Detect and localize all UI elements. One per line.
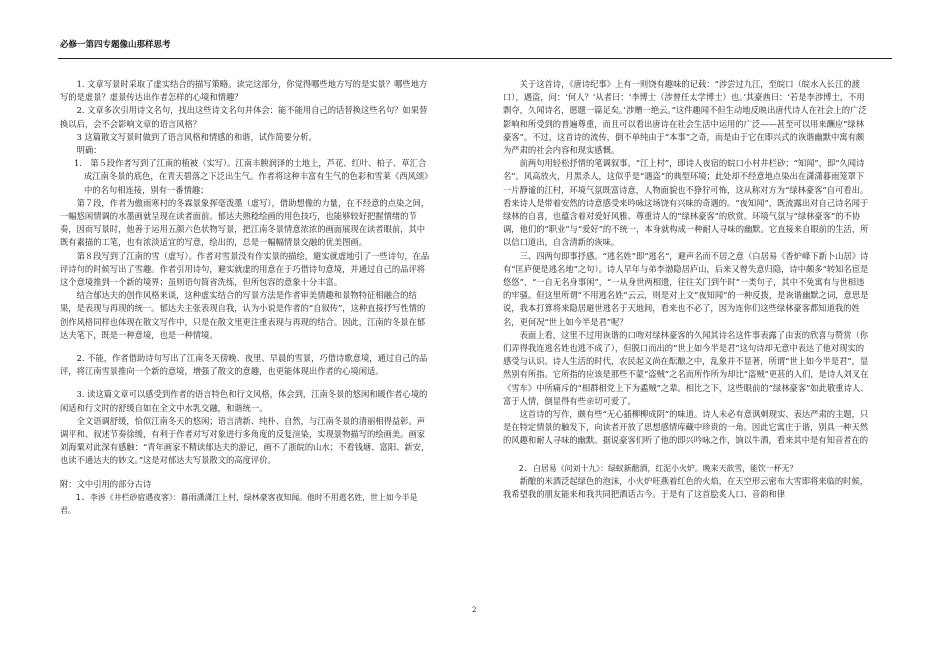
right-paragraph-4: 表面上看，这里不过用诙谐的口吻对绿林豪客的久闻其诗名这件事表露了由衷的欣喜与赞赏（你们弄得我连逃名姓也逃不成了），但脱口而出的“世上如今半是君”这句诗却无意中表达了他对现实的感受与认识。诗人生活的时代，农民起义尚在酝酿之中，乱象并不显著，所谓“世上如今半是君”，显然别有所指。它所指的应该是那些不蒙“盗贼”之名而所作所为却比“盗贼”更甚的人们，是诗人刘叉在《雪车》中所痛斥的“相群相党上下为蟊贼”之辈。相比之下，这些眼前的“绿林豪客”如此敬重诗人、富于人情，倒显得有些亲切可爱了。 — [503, 329, 869, 406]
answer-3-detail: 全文语调舒缓，恰似江南冬天的悠闲；语言清新、纯朴、自然，与江南冬景的清丽相得益彰。声调平和、叙述节奏徐缓，有利于作者对写对象进行多角度的反复渲染，实现景物描写的绘画美。画家刘海粟对此深有感触：“青年画家不精读郁达夫的游记，画不了浙皖的山水；不看钱塘、富阳、新安，也读不通达夫的妙文。”这是对郁达夫写景散文的高度评价。 — [60, 415, 430, 466]
left-column — [60, 78, 432, 517]
question-3: 3 这篇散文写景时做到了语言风格和情感的和谐，试作简要分析。 — [76, 131, 317, 142]
answer-2: 2. 不能，作者借助诗句写出了江南冬天傍晚、夜里、早晨的雪景，巧借诗歌意境，通过自己的品评，将江南雪景推向一个新的意境，增强了散文的意趣，也更能体现出作者的心境闲适。 — [60, 353, 428, 377]
answer-item-1: 1. 第５段作者写到了江南的植被（实写）。江南丰腴润泽的土地上，芦花、红叶、柏子、草汇合成江南冬景的底色，在青天碧落之下泛出生气。作者将这种丰富有生气的色彩和雪莱《西风颂》中的名句相连接，别有一番情趣； — [74, 158, 429, 195]
page-number: 2 — [472, 606, 477, 614]
answer-heading: 明确： — [76, 145, 102, 156]
poem-1: 1. 李涉《井栏砂宿遇夜客》：暮雨潇潇江上村，绿林豪客夜知闻。他时不用逃名姓，世上如今半是君。 — [60, 492, 418, 516]
right-paragraph-6: 新酿的米酒泛起绿色的泡沫，小火炉旺燕着红色的火焰，在天空形云密布大雪即将来临的时候，我希望我的朋友能来和我共同把酒话古今。于是有了这首脍炙人口、音韵和律 — [503, 475, 869, 500]
header-rule — [58, 58, 892, 59]
right-paragraph-2: 前两句用轻松抒情的笔调叙事。“江上村”，即诗人夜宿的皖口小村井栏砂；“知闻”，即“久闻诗名”。风高放火，月黑杀人，这似乎是“遇盗”的典型环境；此处却不经意地点染出在潇潇暮雨笼罩下一片静谧的江村，环境气氛既富诗意，人物面貌也不狰狞可怖，这从称对方为“绿林豪客”自可看出。看来诗人是带着安然的诗意感受来吟咏这场饶有兴味的奇遇的。“夜知闻”，既流露出对自己诗名闻于绿林的自喜，也蕴含着对爱好风雅、尊重诗人的“绿林豪客”的欣赏。环境气氛与“绿林豪客”的不协调，他们的“职业”与“爱好”的不统一，本身就构成一种耐人寻味的幽默。它直接来自眼前的生活，所以信口道出，自含清新的诙味。 — [503, 158, 869, 248]
answer-paragraph-4: 结合郁达夫的创作风格来谈，这种虚实结合的写景方法是作者审美情趣和景物特征相融合的结果，是表现与再现的统一。郁达夫主张表现自我，认为小说是作者的“自叙传”，这种直接抒写性情的创作风格同样也体现在散文写作中，只是在散文里更注重表现与再现的结合。因此，江南的冬景在郁达夫笔下，既是一种意境，也是一种情境。 — [60, 290, 426, 340]
page-header: 必修一第四专题像山那样思考 — [60, 40, 171, 50]
answer-paragraph-2: 第７段，作者为傲雨寒村的冬霖景象挥毫泼墨（虚写），借助想像的力量，在不经意的点染之间，一幅悠闲情调的水墨画就呈现在读者面前。郁达夫熟稔绘画的用色技巧，也能够较好把握情绪的节奏，因而写景时，他善于运用五颜六色状物写景，把江南冬景情意浓浓的画面展现在读者眼前，其中既有素描的工笔，也有浓淡适宜的写意，绘出的，总是一幅幅情景交融的优美图画。 — [60, 197, 430, 248]
right-paragraph-1: 关于这首诗，《唐诗纪事》上有一则饶有趣味的记载：“涉尝过九江，至皖口（皖水入长江的渡口），遇盗，问：‘何人？’从者曰：‘李博士（涉曾任太学博士）也。’其豪酋曰：‘若是李涉博士，不用剽夺，久闻诗名，愿题一篇足矣。’涉赠一绝云。”这件趣闻不但生动地反映出唐代诗人在社会上的广泛影响和所受到的普遍尊重，而且可以看出唐诗在社会生活中运用的广泛——甚至可以用来酬应“绿林豪客”。不过，这首诗的流传，倒不单纯由于“本事”之奇，而是由于它在即兴式的诙谐幽默中寓有颇为严肃的社会内容和现实感慨。 — [503, 79, 867, 156]
right-paragraph-5: 这首诗的写作，颇有些“无心插柳柳成阴”的味道。诗人未必有意讽刺现实、表达严肃的主题，只是在特定情景的触发下，向读者开放了思想感情库藏中珍贵的一角。因此它寓庄于谐，别具一种天然的风趣和耐人寻味的幽默。据说豪客们听了他的即兴吟咏之作，饷以牛酒，看来其中是有知音者在的 — [503, 409, 869, 446]
answer-paragraph-3: 第８段写到了江南的雪（虚写）。作者对雪景没有作实景的描绘，避实就虚地引了一些诗句，在品评诗句的时候写出了雪趣。作者引用诗句，避实就虚的用意在于巧借诗句意境，并通过自己的品评将这个意境推到一个新的境界；虽则语句简省洗练，但所包容的意象十分丰富。 — [60, 250, 430, 288]
poem-2: 2. 白居易《问刘十九》：绿蚁新醅酒，红泥小火炉。晚来天欲雪，能饮一杯无？ — [518, 463, 798, 473]
appendix-title: 附：文中引用的部分古诗 — [60, 478, 152, 489]
question-2: 2. 文章多次引用诗文名句，找出这些诗文名句并体会：能不能用自己的话替换这些名句？如果替换以后，会不会影响文章的语言风格？ — [60, 105, 428, 129]
right-paragraph-3: 三、四两句即事抒感。“逃名姓”即“逃名”，避声名而不居之意（白居易《香炉峰下新卜山居》诗有“匡庐便是逃名地”之句）。诗人早年与弟李渤隐居庐山，后来又曾失意归隐，诗中颇多“转知名宦是悠悠”，“一自无名身事闲”，“一从身世两相遗，往往关门到午时”一类句子，其中不免寓有与世相违的牢骚。但这里所谓“不用逃名姓”云云，则是对上文“夜知闻”的一种反拨，是诙谐幽默之词，意思是说，我本打算将来隐居避世逃名于天地间，看来也不必了，因为连你们这些绿林豪客都知道我的姓名，更何况“世上如今半是君”呢？ — [503, 250, 869, 327]
right-column — [503, 78, 871, 501]
question-1: 1. 文章写景时采取了虚实结合的描写策略。读完这部分，你觉得哪些地方写的是实景？哪些地方写的是虚景？虚景传达出作者怎样的心境和情趣？ — [60, 79, 428, 103]
answer-3: 3. 读这篇文章可以感受到作者的语言特色和行文风格，体会到，江南冬景的悠闲和暖作者心境的闲适和行文时的舒缓自如在全文中水乳交融，和谐统一。 — [60, 389, 428, 413]
